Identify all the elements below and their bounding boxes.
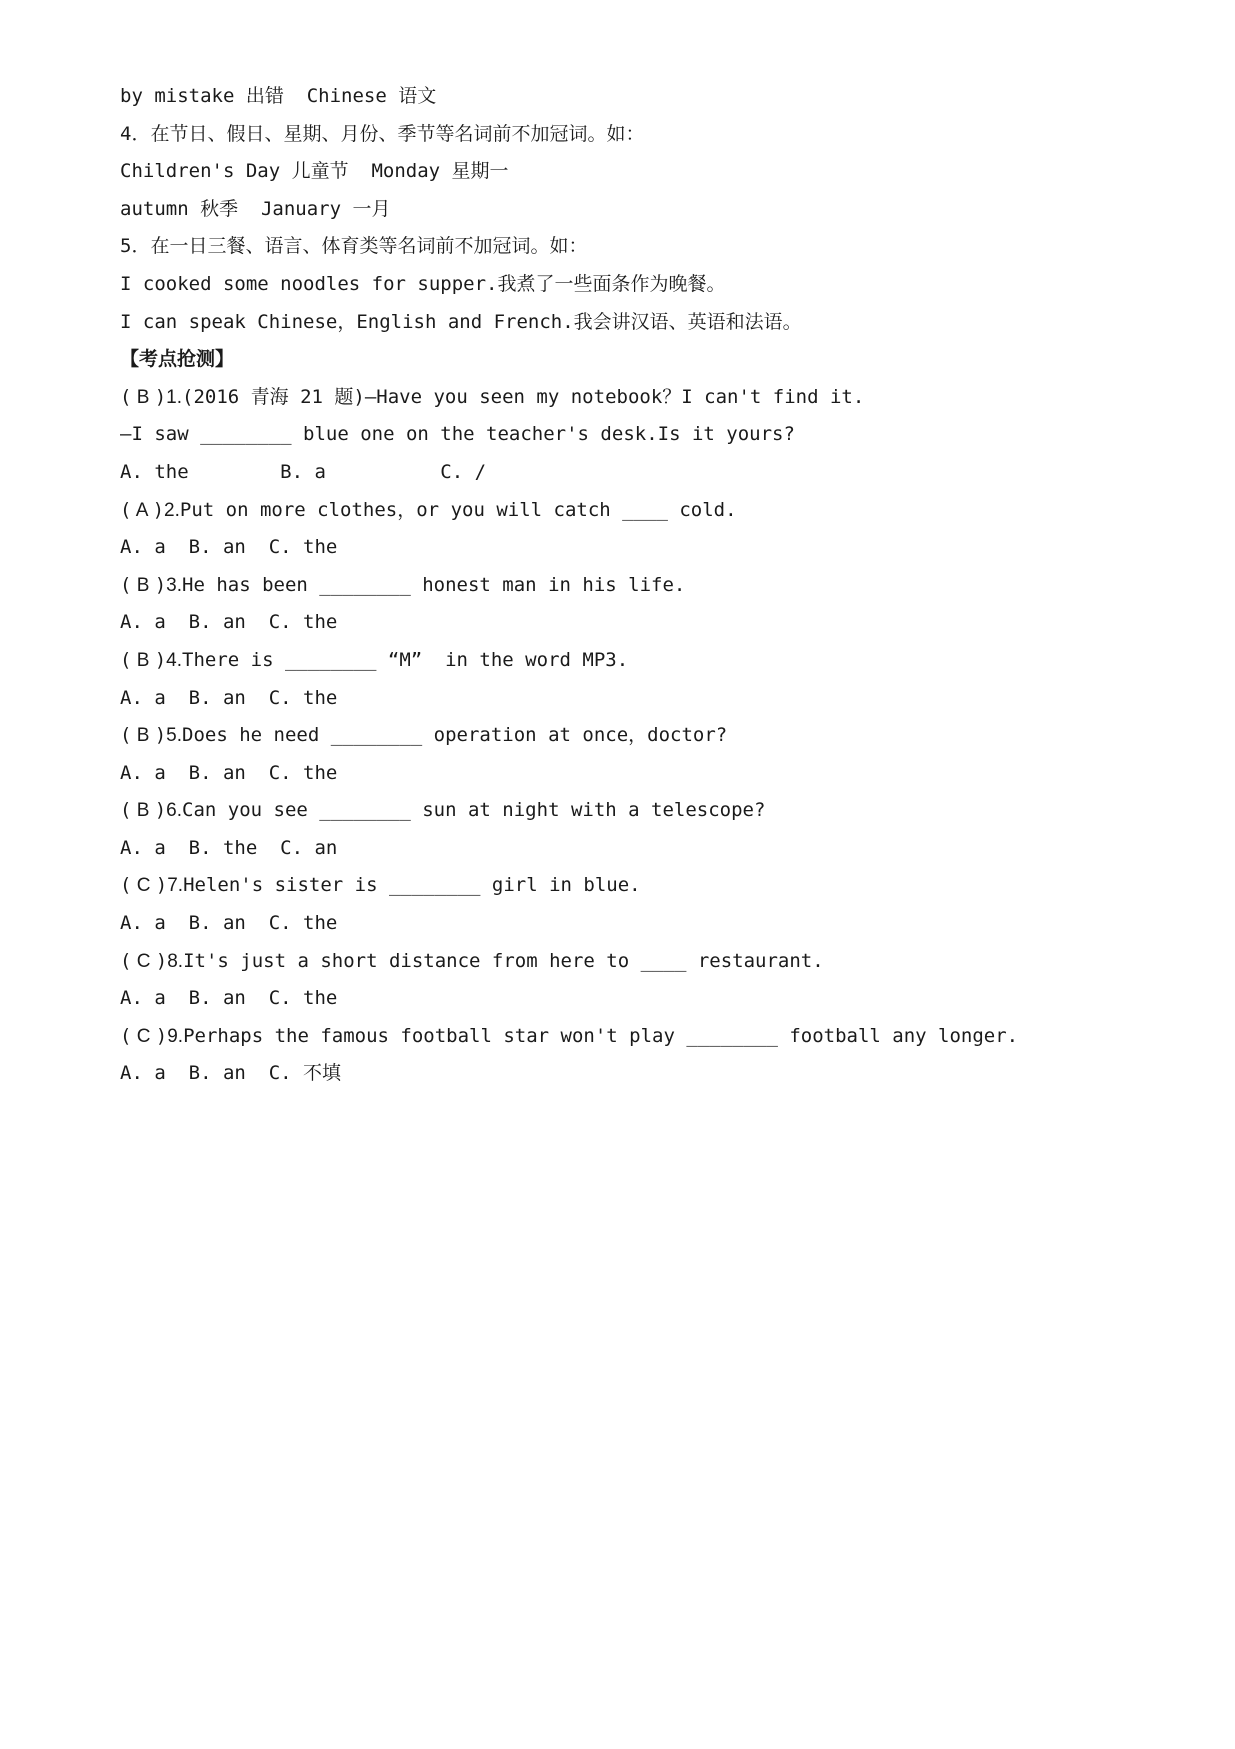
question-text: He has been ________ honest man in his life. — [182, 573, 686, 596]
answer-letter: B — [136, 386, 150, 408]
question-number: 7. — [167, 875, 184, 897]
question-text: There is ________ “M” in the word MP3. — [182, 648, 629, 671]
answer-letter: B — [136, 649, 150, 671]
question-number: 1. — [166, 386, 183, 408]
question-stem: ( B )6.Can you see ________ sun at night with a telescope? — [120, 799, 766, 822]
question-number: 6. — [166, 800, 183, 822]
question-options: A. a B. an C. the — [120, 611, 338, 634]
question-text: Put on more clothes，or you will catch ____ cold. — [179, 498, 737, 521]
answer-letter: C — [136, 875, 151, 897]
note-line: 4．在节日、假日、星期、月份、季节等名词前不加冠词。如： — [120, 122, 645, 145]
question-number: 9. — [167, 1025, 184, 1047]
question-stem: ( B )1.(2016 青海 21 题)—Have you seen my notebook？I can't find it. — [120, 385, 865, 408]
note-line: 5．在一日三餐、语言、体育类等名词前不加冠词。如： — [120, 235, 588, 258]
question-text: Can you see ________ sun at night with a telescope? — [182, 799, 766, 822]
question-options: A. a B. an C. the — [120, 536, 338, 559]
note-line: by mistake 出错 Chinese 语文 — [120, 85, 437, 107]
question-text: Helen's sister is ________ girl in blue. — [183, 874, 641, 897]
question-number: 2. — [164, 499, 180, 521]
question-number: 4. — [166, 649, 183, 671]
question-text: (2016 青海 21 题)—Have you seen my notebook？I can't find it. — [182, 385, 865, 408]
question-text: It's just a short distance from here to ____ restaurant. — [183, 949, 824, 972]
question-options: A. a B. an C. the — [120, 686, 338, 709]
question-stem: ( B )5.Does he need ________ operation at once，doctor? — [120, 724, 728, 747]
question-text: Does he need ________ operation at once，doctor? — [182, 724, 728, 747]
answer-letter: B — [136, 574, 150, 596]
note-line: autumn 秋季 January 一月 — [120, 197, 391, 220]
question-stem-continued: —I saw ________ blue one on the teacher's desk.Is it yours? — [120, 423, 795, 446]
note-line: Children's Day 儿童节 Monday 星期一 — [120, 160, 509, 183]
answer-letter: B — [136, 800, 150, 822]
answer-letter: A — [135, 499, 148, 521]
question-stem: ( C )9.Perhaps the famous football star won't play ________ football any longer. — [120, 1024, 1019, 1047]
question-text: Perhaps the famous football star won't play ________ football any longer. — [183, 1024, 1019, 1047]
question-stem: ( A )2.Put on more clothes，or you will catch ____ cold. — [120, 498, 737, 521]
question-stem: ( B )3.He has been ________ honest man in his life. — [120, 573, 686, 596]
question-options: A. a B. an C. the — [120, 912, 338, 935]
question-number: 8. — [167, 950, 184, 972]
answer-letter: C — [136, 950, 151, 972]
question-options: A. a B. an C. the — [120, 761, 338, 784]
question-number: 3. — [166, 574, 183, 596]
question-stem: ( C )8.It's just a short distance from here to ____ restaurant. — [120, 949, 824, 972]
note-line: I can speak Chinese，English and French.我会讲汉语、英语和法语。 — [120, 310, 802, 333]
question-options: A. a B. the C. an — [120, 836, 338, 859]
answer-letter: B — [136, 725, 150, 747]
answer-letter: C — [136, 1025, 151, 1047]
document-page — [120, 78, 1120, 1093]
question-number: 5. — [166, 725, 183, 747]
question-options: A. a B. an C. 不填 — [120, 1062, 342, 1085]
question-stem: ( B )4.There is ________ “M” in the word MP3. — [120, 648, 629, 671]
note-line: I cooked some noodles for supper.我煮了一些面条作为晚餐。 — [120, 272, 726, 295]
question-options: A. the B. a C. / — [120, 460, 487, 483]
question-stem: ( C )7.Helen's sister is ________ girl in blue. — [120, 874, 641, 897]
question-options: A. a B. an C. the — [120, 987, 338, 1010]
section-title: 【考点抢测】 — [120, 348, 235, 371]
